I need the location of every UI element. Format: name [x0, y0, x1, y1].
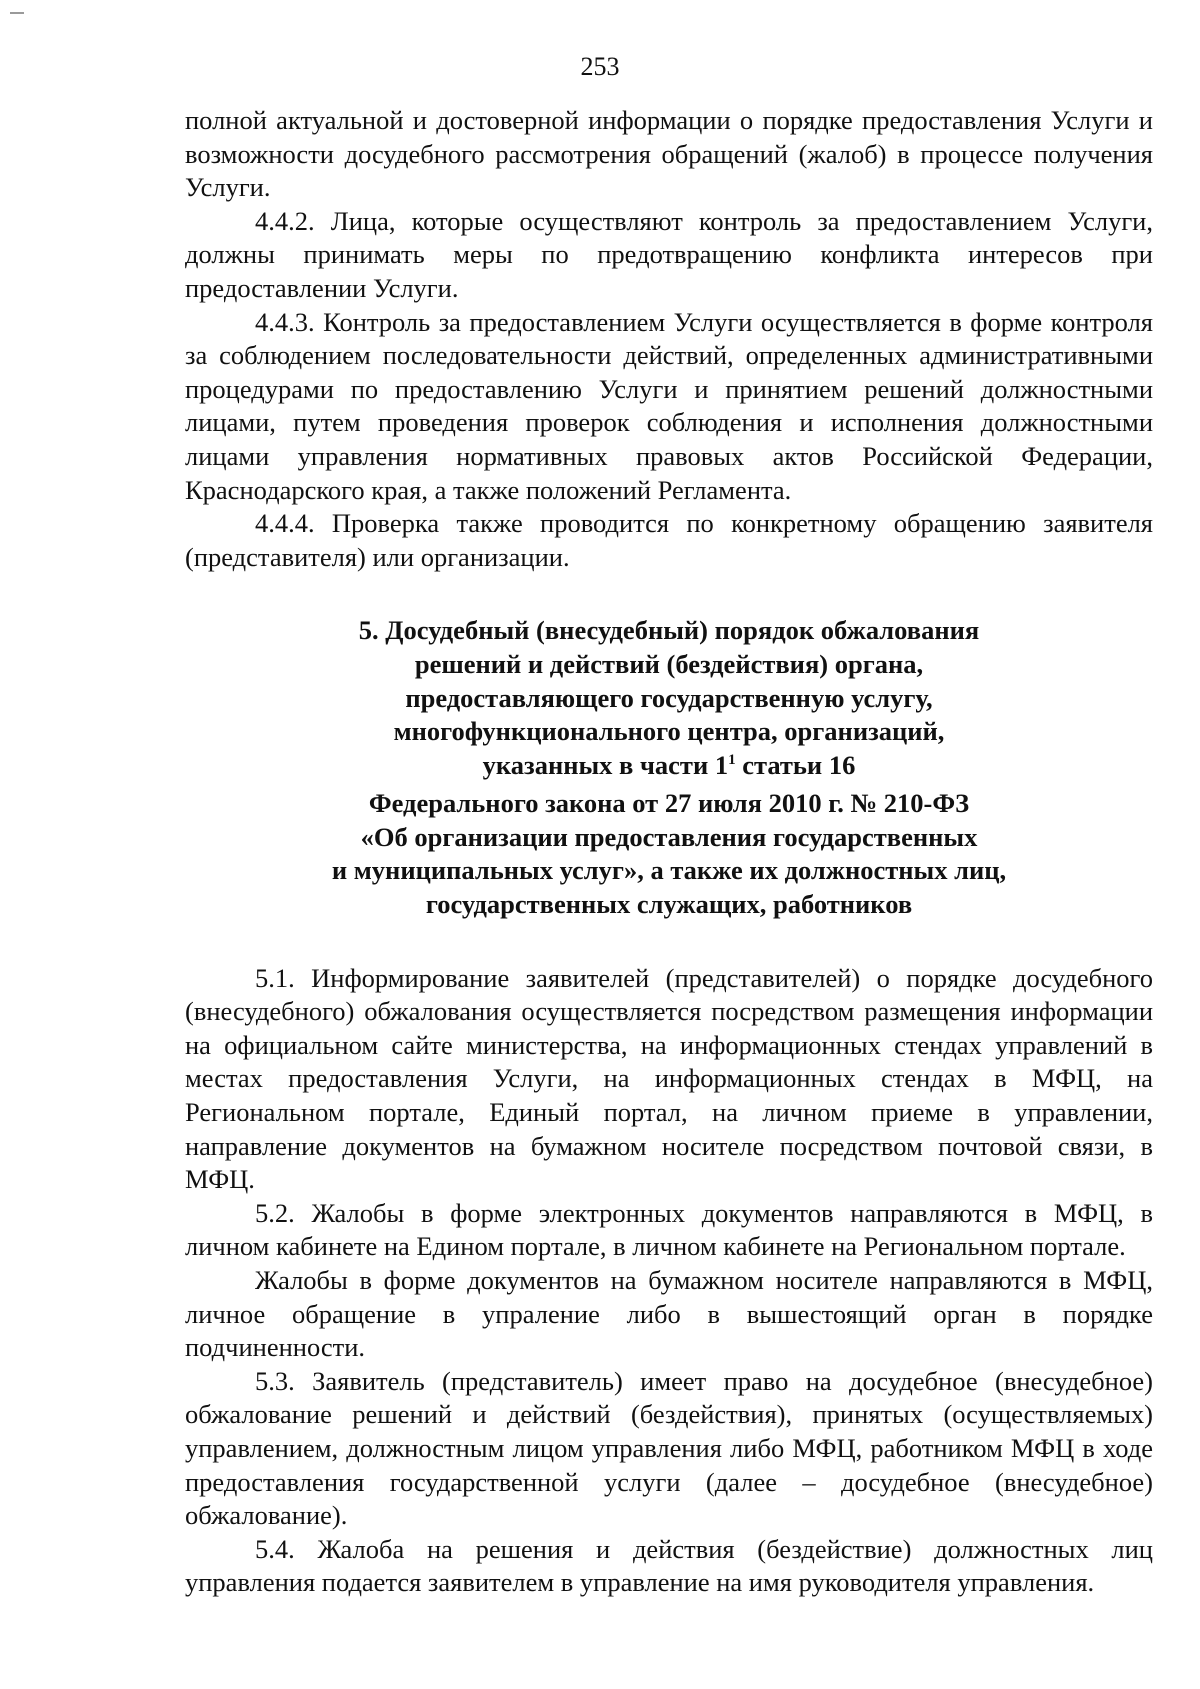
heading-line: решений и действий (бездействия) органа,: [414, 648, 924, 679]
paragraph-4-4-4: 4.4.4. Проверка также проводится по конкретному обращению заявителя (представителя) или организации.: [185, 508, 1153, 572]
heading-line: предоставляющего государственную услугу,: [405, 682, 933, 713]
scan-edge-mark: [10, 12, 24, 14]
heading-line: Федерального закона от 27 июля 2010 г. № 210-ФЗ: [368, 788, 970, 819]
heading-line: «Об организации предоставления государственных: [360, 821, 978, 852]
heading-line: 5. Досудебный (внесудебный) порядок обжалования: [358, 615, 980, 646]
paragraph-5-2-paper: Жалобы в форме документов на бумажном носителе направляются в МФЦ, личное обращение в упраление либо в вышестоящий орган в порядке подчиненности.: [185, 1265, 1153, 1363]
section-5-heading: [185, 614, 1153, 921]
heading-line: государственных служащих, работников: [425, 889, 913, 920]
paragraph-continuation: полной актуальной и достоверной информации о порядке предоставления Услуги и возможности досудебного рассмотрения обращений (жалоб) в процессе получения Услуги.: [185, 105, 1153, 203]
document-body: [185, 104, 1153, 1600]
heading-line: [185, 749, 1153, 788]
page-number: 253: [580, 52, 620, 81]
paragraph-4-4-2: 4.4.2. Лица, которые осуществляют контроль за предоставлением Услуги, должны принимать меры по предотвращению конфликта интересов при предоставлении Услуги.: [185, 205, 1153, 303]
heading-line: и муниципальных услуг», а также их должностных лиц,: [331, 855, 1007, 886]
paragraph-5-4: 5.4. Жалоба на решения и действия (бездействие) должностных лиц управления подается заявителем в управление на имя руководителя управления.: [185, 1533, 1153, 1598]
paragraph-5-1: 5.1. Информирование заявителей (представителей) о порядке досудебного (внесудебного) обжалования осуществляется посредством размещения информации на официальном сайте министерства, на информационных стендах управлений в местах предоставления Услуги, на информационных стендах в МФЦ, на Региональном портале, Единый портал, на личном приеме в управлении, направление документов на бумажном носителе посредством почтовой связи, в МФЦ.: [185, 962, 1153, 1195]
paragraph-4-4-3: 4.4.3. Контроль за предоставлением Услуги осуществляется в форме контроля за соблюдением последовательности действий, определенных административными процедурами по предоставлению Услуги и принятием решений должностными лицами, путем проведения проверок соблюдения и исполнения должностными лицами управления нормативных правовых актов Российской Федерации, Краснодарского края, а также положений Регламента.: [185, 306, 1153, 505]
heading-line: многофункционального центра, организаций,: [393, 716, 945, 747]
paragraph-5-3: 5.3. Заявитель (представитель) имеет право на досудебное (внесудебное) обжалование решений и действий (бездействия), принятых (осуществляемых) управлением, должностным лицом управления либо МФЦ, работником МФЦ в ходе предоставления государственной услуги (далее – досудебное (внесудебное) обжалование).: [185, 1365, 1153, 1531]
superscript: 1: [728, 751, 736, 768]
heading-text: статьи 16: [735, 749, 856, 780]
paragraph-5-2: 5.2. Жалобы в форме электронных документов направляются в МФЦ, в личном кабинете на Едином портале, в личном кабинете на Региональном портале.: [185, 1197, 1153, 1262]
heading-text: указанных в части 1: [482, 749, 729, 780]
